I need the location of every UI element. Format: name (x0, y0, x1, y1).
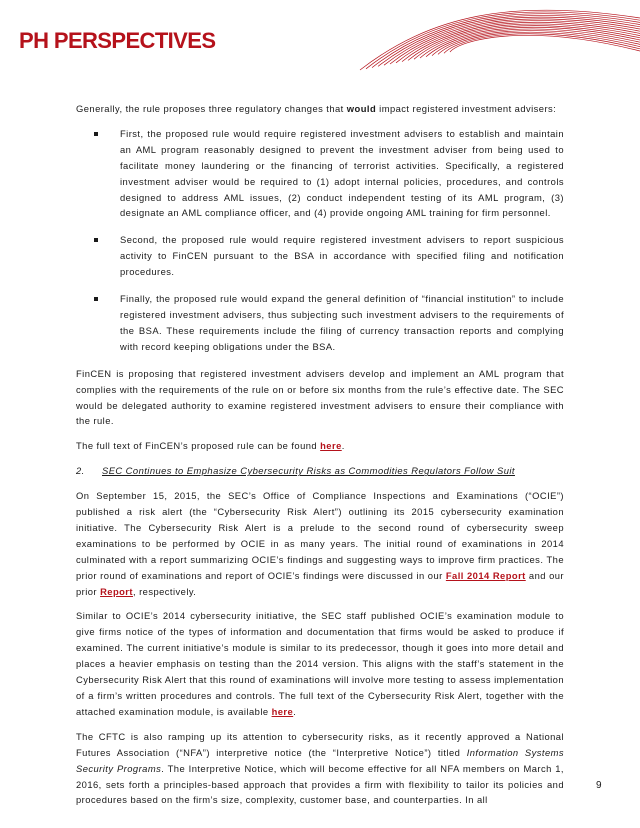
fincen-paragraph: FinCEN is proposing that registered investment advisers develop and implement an AML program that complies with the requirements of the rule on or before six months from the rule’s effective date. The SEC would be delegated authority to examine registered investment advisers to ensure their compliance with the rule. (76, 367, 564, 427)
similar-paragraph: Similar to OCIE’s 2014 cybersecurity initiative, the SEC staff published OCIE’s examination module to give firms notice of the types of information and documentation that firms would be asked to produce if examined. The current initiative’s module is similar to its predecessor, though it goes into more detail and places a heavier emphasis on testing than the 2014 version. This aligns with the staff’s statement in the Cybersecurity Risk Alert that this round of examinations will involve more testing to assess implementation of a firm’s written procedures and controls. The full text of the Cybersecurity Risk Alert, together with the attached examination module, is available here. (76, 610, 564, 717)
logo-curve (384, 17, 640, 65)
article-body (76, 101, 564, 817)
intro-paragraph: Generally, the rule proposes three regulatory changes that would impact registered investment advisers: (76, 103, 557, 114)
fincen-rule-link[interactable]: here (320, 440, 342, 452)
section-number: 2. (76, 465, 85, 477)
risk-alert-link[interactable]: here (271, 705, 294, 717)
page-number: 9 (596, 780, 602, 791)
section-title: SEC Continues to Emphasize Cybersecurity Risks as Commodities Regulators Follow Suit (102, 465, 515, 477)
logo-curve (408, 24, 640, 60)
proposal-list (76, 126, 564, 355)
list-item: Second, the proposed rule would require registered investment advisers to report suspicious activity to FinCEN pursuant to the BSA in accordance with specified filing and notification procedures. (76, 232, 564, 280)
emphasis-would: would (346, 103, 377, 114)
bullet-icon (94, 132, 98, 136)
cftc-paragraph: The CFTC is also ramping up its attention to cybersecurity risks, as it recently approved a National Futures Association (“NFA”) interpretive notice (the “Interpretive Notice”) titled Information Systems Security Programs. The Interpretive Notice, which will become effective for all NFA members on March 1, 2016, sets forth a principles-based approach that provides a firm with flexibility to tailor its policies and procedures based on the firm’s size, complexity, customer base, and counterparties. In all (76, 730, 565, 806)
section-2-heading (76, 463, 564, 479)
bullet-icon (94, 297, 98, 301)
brand-title: PH PERSPECTIVES (19, 28, 216, 53)
notice-title: Information Systems Security Programs (76, 746, 565, 774)
list-item: Finally, the proposed rule would expand the general definition of “financial institution” to include registered investment advisers, thus subjecting such investment advisers to the requirements of the BSA. These requirements include the filing of currency transaction reports and complying with record keeping obligations under the BSA. (76, 291, 564, 355)
sept-paragraph: On September 15, 2015, the SEC’s Office of Compliance Inspections and Examinations (“OCIE”) published a risk alert (the “Cybersecurity Risk Alert”) outlining its 2015 cybersecurity examination initiative. The Cybersecurity Risk Alert is a prelude to the second round of cybersecurity sweep examinations to be performed by OCIE in as many years. The initial round of examinations in 2014 culminated with a report summarizing OCIE’s findings and suggesting ways to improve firm practices. The prior round of examinations and report of OCIE’s findings were discussed in our Fall 2014 Report and our prior Report, respectively. (76, 490, 564, 597)
logo-curve (450, 35, 640, 52)
bullet-icon (94, 238, 98, 242)
list-item: First, the proposed rule would require registered investment advisers to establish and maintain an AML program reasonably designed to prevent the investment adviser from being used to facilitate money laundering or the financing of terrorist activities. Specifically, a registered investment adviser would be required to (1) adopt internal policies, procedures, and controls designed to address AML issues, (2) conduct independent testing of its AML program, (3) designate an AML compliance officer, and (4) provide ongoing AML training for firm personnel. (76, 126, 564, 221)
fulltext-paragraph: The full text of FinCEN’s proposed rule can be found here. (76, 440, 345, 452)
fall-2014-report-link[interactable]: Fall 2014 Report (445, 569, 526, 581)
prior-report-link[interactable]: Report (100, 585, 133, 597)
curved-lines-logo (340, 0, 640, 80)
logo-curve (390, 19, 640, 64)
